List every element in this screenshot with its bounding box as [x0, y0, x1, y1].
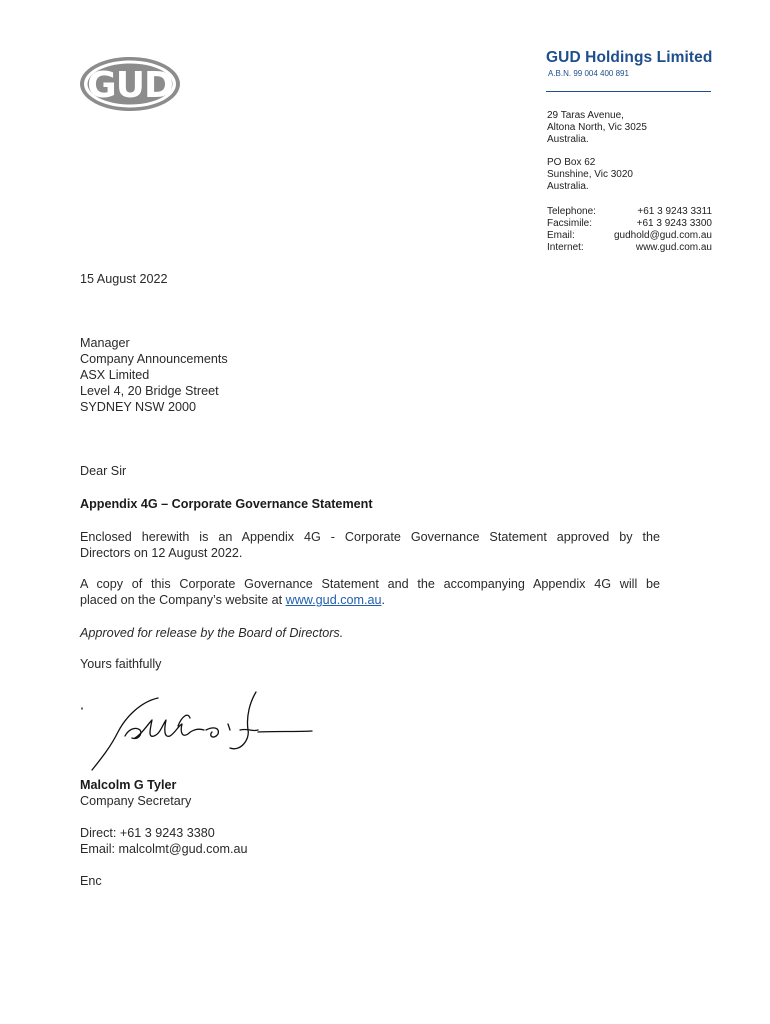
handwritten-signature: [80, 690, 320, 772]
contact-row-internet: [547, 242, 712, 254]
street-address-line: Australia.: [547, 134, 589, 145]
paragraph-line: Enclosed herewith is an Appendix 4G - Corporate Governance Statement approved by the: [80, 530, 660, 544]
contact-label: Email:: [547, 230, 575, 241]
recipient-address: [80, 335, 228, 415]
gud-logo: [78, 55, 182, 113]
direct-phone: Direct: +61 3 9243 3380: [80, 826, 215, 840]
paragraph-line-prefix: placed on the Company’s website at: [80, 593, 286, 607]
body-paragraph-1: [80, 529, 660, 561]
subject-line: Appendix 4G – Corporate Governance Statement: [80, 497, 373, 511]
contact-row-email: [547, 230, 712, 242]
signer-name: Malcolm G Tyler: [80, 778, 177, 792]
street-address-line: 29 Taras Avenue,: [547, 110, 624, 121]
postal-address-line: Australia.: [547, 181, 589, 192]
contact-row-facsimile: [547, 218, 712, 230]
street-address-line: Altona North, Vic 3025: [547, 122, 647, 133]
paragraph-line-suffix: .: [381, 593, 385, 607]
salutation: Dear Sir: [80, 464, 127, 478]
postal-address: [547, 157, 712, 193]
contact-details: [547, 206, 712, 254]
body-paragraph-2: [80, 576, 660, 608]
company-name: GUD Holdings Limited: [546, 49, 713, 66]
approval-statement: Approved for release by the Board of Directors.: [80, 626, 344, 640]
recipient-line: Level 4, 20 Bridge Street: [80, 384, 219, 398]
gud-logo-mark: [78, 55, 182, 113]
abn-number: A.B.N. 99 004 400 891: [548, 69, 629, 78]
signer-email: Email: malcolmt@gud.com.au: [80, 842, 248, 856]
recipient-line: ASX Limited: [80, 368, 150, 382]
contact-label: Facsimile:: [547, 218, 593, 229]
postal-address-line: PO Box 62: [547, 157, 596, 168]
enclosure-note: Enc: [80, 874, 102, 888]
recipient-line: Manager: [80, 336, 130, 350]
letterhead-divider: [546, 91, 711, 92]
contact-label: Telephone:: [547, 206, 596, 217]
logo-text: GUD: [87, 65, 173, 106]
contact-value: +61 3 9243 3311: [637, 206, 712, 217]
recipient-line: SYDNEY NSW 2000: [80, 400, 196, 414]
letter-date: 15 August 2022: [80, 272, 168, 286]
contact-label: Internet:: [547, 242, 584, 253]
contact-value: gudhold@gud.com.au: [614, 230, 712, 241]
contact-value: www.gud.com.au: [635, 242, 712, 253]
closing: Yours faithfully: [80, 657, 162, 671]
street-address: [547, 110, 712, 146]
paragraph-line: A copy of this Corporate Governance Statement and the accompanying Appendix 4G will be: [80, 577, 660, 591]
signature-icon: [80, 690, 320, 772]
recipient-line: Company Announcements: [80, 352, 228, 366]
contact-value: +61 3 9243 3300: [636, 218, 712, 229]
postal-address-line: Sunshine, Vic 3020: [547, 169, 633, 180]
paragraph-line: Directors on 12 August 2022.: [80, 546, 243, 560]
signer-title: Company Secretary: [80, 794, 192, 808]
contact-row-telephone: [547, 206, 712, 218]
website-link[interactable]: www.gud.com.au: [285, 593, 382, 607]
